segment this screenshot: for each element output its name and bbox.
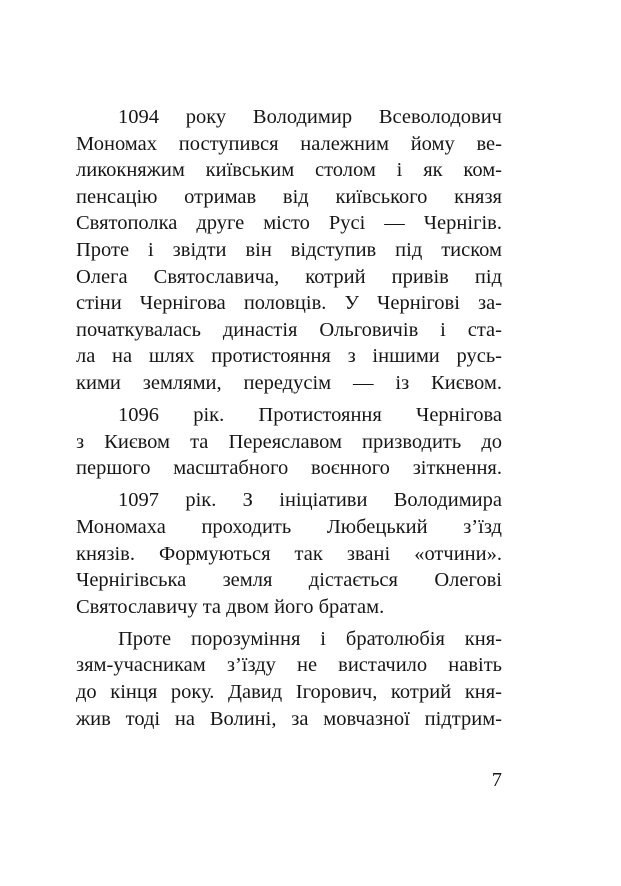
text-line: Проте і звідти він відступив під тиском [76, 238, 502, 261]
paragraph [76, 402, 502, 482]
text-line: початкувалась династія Ольговичів і ста- [76, 318, 502, 341]
text-line: Проте порозуміння і братолюбія кня- [118, 627, 502, 650]
text-line: Мономаха проходить Любецький з’їзд [76, 515, 502, 538]
text-line: Чернігівська земля дістається Олегові [76, 569, 502, 592]
text-line: пенсацію отримав від київського князя [76, 185, 502, 208]
text-line: Мономах поступився належним йому ве- [76, 132, 502, 155]
text-line: Святополка друге місто Русі — Чернігів. [76, 212, 502, 235]
text-line: 1094 року Володимир Всеволодович [118, 106, 502, 128]
text-line: ла на шлях протистояння з іншими русь- [76, 345, 502, 368]
text-line: до кінця року. Давид Ігорович, котрий кня- [76, 680, 502, 703]
text-line: з Києвом та Переяславом призводить до [76, 430, 502, 453]
paragraph [76, 487, 502, 620]
text-line: 1097 рік. З ініціативи Володимира [118, 489, 502, 512]
text-line: кими землями, передусім — із Києвом. [76, 371, 502, 394]
page-text [76, 104, 502, 732]
paragraph [76, 626, 502, 732]
text-line: жив тоді на Волині, за мовчазної підтрим- [76, 707, 502, 730]
paragraph [76, 104, 502, 397]
text-line: Олега Святославича, котрий привів під [76, 265, 502, 288]
text-line: ликокняжим київським столом і як ком- [76, 159, 502, 182]
page-number: 7 [491, 769, 502, 791]
text-line: першого масштабного воєнного зіткнення. [76, 457, 502, 480]
text-line: князів. Формуються так звані «отчини». [76, 542, 502, 565]
text-line: 1096 рік. Протистояння Чернігова [118, 404, 502, 427]
text-line: Святославичу та двом його братам. [76, 595, 385, 618]
text-line: зям-учасникам з’їзду не вистачило навіть [76, 654, 502, 677]
text-line: стіни Чернігова половців. У Чернігові за- [76, 292, 502, 315]
